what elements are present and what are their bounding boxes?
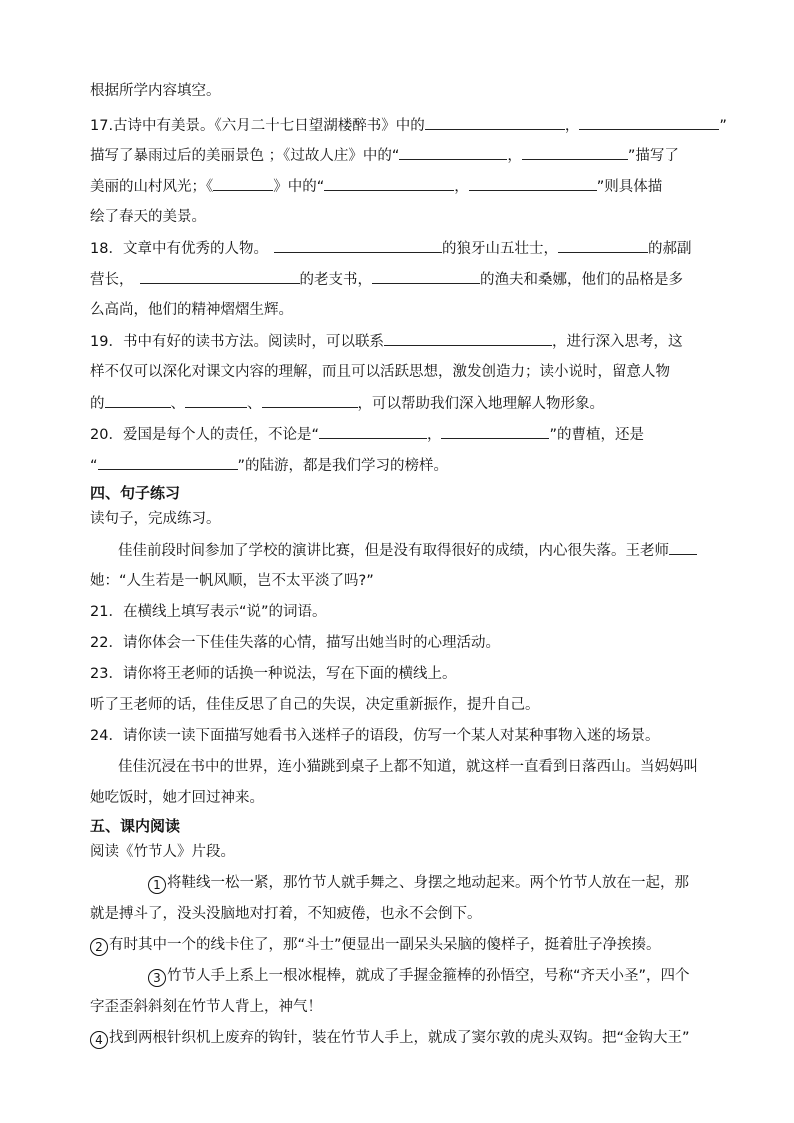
intro-text: 根据所学内容填空。 (90, 83, 221, 99)
q18-text-c: 的郝副 (647, 241, 692, 257)
question-17-line-4 (90, 207, 206, 227)
section-5-instruction: 阅读《竹节人》片段。 (90, 844, 235, 860)
question-18-line-1 (90, 238, 691, 259)
q19-blank-4[interactable] (262, 393, 358, 408)
q20-blank-3[interactable] (98, 455, 238, 470)
question-17-line-3 (90, 176, 662, 197)
paragraph-3-text-a: 竹节人手上系上一根冰棍棒，就成了手握金箍棒的孙悟空，号称“齐天小圣”，四个 (167, 968, 690, 984)
q21-blank[interactable] (669, 540, 697, 555)
section-4-instruction: 读句子，完成练习。 (90, 511, 221, 527)
question-20-line-1 (90, 424, 644, 445)
question-21: 21．在横线上填写表示“说”的词语。 (90, 604, 327, 620)
q17-text-i: ”则具体描 (596, 179, 663, 195)
question-20-line-2 (90, 455, 448, 476)
q17-blank-2[interactable] (579, 115, 719, 130)
question-19-line-3 (90, 393, 604, 414)
q18-text-a: 18．文章中有优秀的人物。 (90, 241, 268, 257)
section-4-passage-line-1 (118, 540, 697, 561)
q20-text-e: ”的陆游，都是我们学习的榜样。 (237, 458, 449, 474)
paragraph-2-text: 有时其中一个的线卡住了，那“斗士”便显出一副呆头呆脑的傻样子，挺着肚子净挨揍。 (109, 937, 661, 953)
paragraph-4-text: 找到两根针织机上废弃的钩针，装在竹节人手上，就成了窦尔敦的虎头双钩。把“金钩大王” (109, 1030, 690, 1046)
q19-sep-2: 、 (247, 396, 262, 412)
q17-text-c: 描写了暴雨过后的美丽景色 ；《过故人庄》中的“ (90, 148, 400, 164)
q18-blank-1[interactable] (274, 238, 442, 253)
q17-text-g: 》中的“ (273, 179, 325, 195)
q19-sep-1: 、 (170, 396, 185, 412)
q18-text-f: 的渔夫和桑娜，他们的品格是多 (480, 272, 683, 288)
q17-blank-1[interactable] (425, 115, 565, 130)
q20-blank-1[interactable] (319, 424, 427, 439)
q17-text-j: 绘了春天的美景。 (90, 209, 206, 225)
q17-blank-4[interactable] (522, 145, 628, 160)
section-4-passage-line-3: 听了王老师的话，佳佳反思了自己的失误，决定重新振作，提升自己。 (90, 697, 540, 713)
paragraph-3-line-1 (148, 966, 690, 987)
question-24: 24．请你读一读下面描写她看书入迷样子的语段，仿写一个某人对某种事物入迷的场景。 (90, 728, 660, 744)
q18-text-b: 的狼牙山五壮士， (441, 241, 558, 257)
paragraph-2-line-1 (90, 935, 661, 956)
q17-text-comma: ， (564, 118, 580, 134)
q19-text-d: 的 (90, 396, 105, 412)
q18-text-d: 营长， (90, 272, 134, 288)
q18-text-g: 么高尚，他们的精神熠熠生辉。 (90, 302, 293, 318)
q20-blank-2[interactable] (441, 424, 549, 439)
q17-blank-7[interactable] (469, 176, 597, 191)
section-4-passage-line-2: 她：“人生若是一帆风顺，岂不太平淡了吗?” (90, 573, 374, 589)
paragraph-1-line-1 (148, 873, 689, 894)
q20-text-d: “ (90, 458, 98, 474)
q17-text-f: 美丽的山村风光；《 (90, 179, 214, 195)
section-4-passage-line-5: 她吃饭时，她才回过神来。 (90, 790, 264, 806)
section-5-heading: 五、课内阅读 (90, 817, 181, 835)
sec4-passage-text-1: 佳佳前段时间参加了学校的演讲比赛，但是没有取得很好的成绩，内心很失落。王老师 (118, 543, 669, 559)
q19-text-b: ，进行深入思考，这 (551, 334, 683, 350)
q20-text-a: 20．爱国是每个人的责任，不论是“ (90, 427, 319, 443)
q19-blank-3[interactable] (185, 393, 247, 408)
q17-text-a: 17.古诗中有美景。《六月二十七日望湖楼醉书》中的 (90, 118, 425, 134)
question-19-line-2 (90, 362, 670, 382)
circled-number-3: 3 (148, 969, 166, 987)
q20-text-b: ， (426, 427, 442, 443)
question-17-line-2 (90, 145, 679, 166)
q17-blank-6[interactable] (324, 176, 454, 191)
section-4-passage-line-4: 佳佳沉浸在书中的世界，连小猫跳到桌子上都不知道，就这样一直看到日落西山。当妈妈叫 (118, 759, 698, 775)
circled-number-4: 4 (90, 1031, 108, 1049)
question-18-line-3 (90, 300, 293, 320)
q18-blank-4[interactable] (372, 269, 480, 284)
q19-blank-2[interactable] (105, 393, 171, 408)
q18-text-e: 的老支书， (299, 272, 372, 288)
question-23: 23．请你将王老师的话换一种说法，写在下面的横线上。 (90, 666, 457, 682)
question-22: 22．请你体会一下佳佳失落的心情，描写出她当时的心理活动。 (90, 635, 500, 651)
q19-blank-1[interactable] (384, 331, 552, 346)
paragraph-3-line-2: 字歪歪斜斜刻在竹节人背上，神气！ (90, 999, 322, 1015)
q17-text-d: ， (507, 148, 522, 164)
q17-blank-5[interactable] (213, 176, 273, 191)
question-19-line-1 (90, 331, 682, 352)
question-17-line-1 (90, 115, 727, 136)
q17-text-h: ， (454, 179, 469, 195)
q19-text-c: 样不仅可以深化对课文内容的理解，而且可以活跃思想，激发创造力；读小说时，留意人物 (90, 364, 670, 380)
q17-blank-3[interactable] (399, 145, 507, 160)
q19-text-e: ，可以帮助我们深入地理解人物形象。 (357, 396, 604, 412)
q17-text-b: ” (719, 118, 727, 134)
question-18-line-2 (90, 269, 683, 290)
section-4-heading: 四、句子练习 (90, 484, 181, 502)
paragraph-4-line-1 (90, 1028, 690, 1049)
q20-text-c: ”的曹植，还是 (549, 427, 644, 443)
paragraph-1-line-2: 就是搏斗了，没头没脑地对打着，不知疲倦，也永不会倒下。 (90, 906, 482, 922)
q18-blank-2[interactable] (558, 238, 648, 253)
q17-text-e: ”描写了 (627, 148, 679, 164)
circled-number-2: 2 (90, 938, 108, 956)
paragraph-1-text-a: 将鞋线一松一紧，那竹节人就手舞之、身摆之地动起来。两个竹节人放在一起，那 (167, 875, 689, 891)
circled-number-1: 1 (148, 876, 166, 894)
q19-text-a: 19．书中有好的读书方法。阅读时，可以联系 (90, 334, 384, 350)
q18-blank-3[interactable] (140, 269, 300, 284)
